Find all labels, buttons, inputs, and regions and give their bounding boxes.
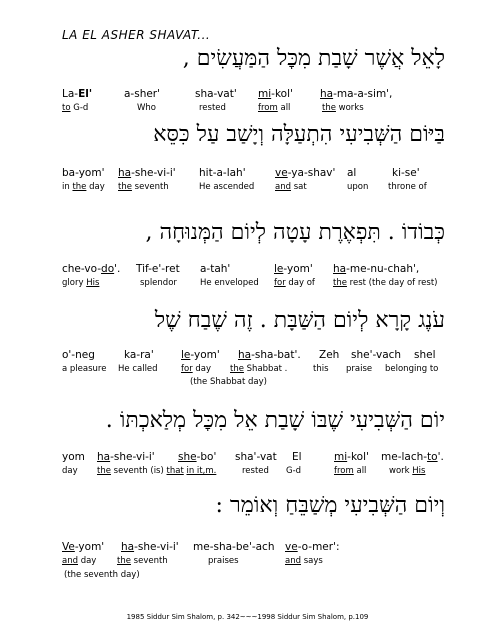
translit-2-4: al xyxy=(347,167,357,179)
note-4: (the Shabbat day) xyxy=(190,377,267,387)
hebrew-line-1: לָאֵל אֲשֶׁר שָׁבַת מִכׇּל הַמַּעֲשִׂים , xyxy=(182,46,445,71)
translit-4-6: shel xyxy=(414,349,436,361)
gloss-5-1: the seventh (is) that in it,m. xyxy=(97,466,217,476)
gloss-5-5: G-d xyxy=(286,466,302,476)
translit-3-3: le-yom' xyxy=(274,263,313,275)
gloss-6-0: and day xyxy=(62,556,97,566)
gloss-4-3: the Shabbat . xyxy=(230,364,288,374)
gloss-1-2: rested xyxy=(199,103,226,113)
gloss-1-3: from all xyxy=(258,103,291,113)
gloss-2-2: He ascended xyxy=(199,182,255,192)
gloss-2-4: upon xyxy=(347,182,369,192)
translit-2-1: ha-she-vi-i' xyxy=(118,167,176,179)
hebrew-line-2: בַּיּוֹם הַשְּׁבִיעִי הִתְעַלָּה וְיָשַׁב עַל כִּסֵּא xyxy=(153,122,445,147)
gloss-3-4: the rest (the day of rest) xyxy=(333,278,438,288)
gloss-1-1: Who xyxy=(137,103,156,113)
note-6: (the seventh day) xyxy=(64,570,140,580)
gloss-3-2: He enveloped xyxy=(200,278,259,288)
gloss-3-1: splendor xyxy=(140,278,177,288)
gloss-6-1: the seventh xyxy=(117,556,168,566)
gloss-1-0: to G-d xyxy=(62,103,89,113)
translit-4-0: o'-neg xyxy=(62,349,95,361)
translit-1-3: mi-kol' xyxy=(258,88,293,100)
translit-6-0: Ve-yom' xyxy=(62,541,105,553)
translit-3-1: Tif-e'-ret xyxy=(136,263,180,275)
gloss-4-5: praise xyxy=(346,364,373,374)
translit-4-5: she'-vach xyxy=(351,349,402,361)
gloss-5-6: from all xyxy=(334,466,367,476)
hebrew-line-4: עֹנֶג קָרָא לְיוֹם הַשַּׁבָּת . זֶה שֶׁבַח שֶׁל xyxy=(154,308,445,333)
page-footer-citation: 1985 Siddur Sim Shalom, p. 342~~~1998 Siddur Sim Shalom, p.109 xyxy=(126,613,369,621)
translit-1-0: La-El' xyxy=(62,88,93,100)
translit-4-3: ha-sha-bat'. xyxy=(238,349,301,361)
gloss-5-7: work His xyxy=(389,466,426,476)
translit-5-5: mi-kol' xyxy=(334,451,369,463)
gloss-5-0: day xyxy=(62,466,78,476)
translit-3-0: che-vo-do'. xyxy=(62,263,121,275)
gloss-4-6: belonging to xyxy=(385,364,439,374)
translit-3-4: ha-me-nu-chah', xyxy=(333,263,420,275)
translit-1-1: a-sher' xyxy=(124,88,161,100)
gloss-3-0: glory His xyxy=(62,278,100,288)
translit-4-2: le-yom' xyxy=(181,349,220,361)
gloss-6-2: praises xyxy=(208,556,239,566)
translit-3-2: a-tah' xyxy=(200,263,231,275)
hebrew-line-5: יוֹם הַשְּׁבִיעִי שֶׁבּוֹ שָׁבַת אֵל מִכׇּל מְלַאכְתּוֹ . xyxy=(105,408,445,433)
gloss-5-4: rested xyxy=(242,466,269,476)
translit-2-5: ki-se' xyxy=(392,167,420,179)
translit-4-4: Zeh xyxy=(319,349,340,361)
translit-5-6: me-lach-to'. xyxy=(381,451,444,463)
translit-2-0: ba-yom' xyxy=(62,167,105,179)
hebrew-line-6: וְיוֹם הַשְּׁבִיעִי מְשַׁבֵּחַ וְאוֹמֵר : xyxy=(215,493,445,518)
translit-5-0: yom xyxy=(62,451,85,463)
translit-5-4: El xyxy=(292,451,302,463)
translit-6-3: ve-o-mer': xyxy=(285,541,340,553)
gloss-2-1: the seventh xyxy=(118,182,169,192)
translit-1-4: ha-ma-a-sim', xyxy=(320,88,393,100)
gloss-1-4: the works xyxy=(322,103,364,113)
gloss-2-0: in the day xyxy=(62,182,105,192)
page-title: LA EL ASHER SHAVAT... xyxy=(62,28,211,42)
gloss-3-3: for day of xyxy=(274,278,315,288)
gloss-4-0: a pleasure xyxy=(62,364,107,374)
translit-6-2: me-sha-be'-ach xyxy=(193,541,275,553)
hebrew-line-3: כְּבוֹדוֹ . תִּפְאֶרֶת עָטָה לְיוֹם הַמְּנוּחָה , xyxy=(145,220,445,245)
translit-2-3: ve-ya-shav' xyxy=(275,167,336,179)
translit-4-1: ka-ra' xyxy=(124,349,154,361)
translit-6-1: ha-she-vi-i' xyxy=(121,541,179,553)
gloss-2-5: throne of xyxy=(388,182,427,192)
gloss-6-3: and says xyxy=(285,556,323,566)
gloss-4-2: for day xyxy=(181,364,212,374)
gloss-4-1: He called xyxy=(118,364,158,374)
translit-2-2: hit-a-lah' xyxy=(199,167,246,179)
translit-1-2: sha-vat' xyxy=(195,88,237,100)
translit-5-3: sha'-vat xyxy=(235,451,277,463)
translit-5-1: ha-she-vi-i' xyxy=(97,451,155,463)
translit-5-2: she-bo' xyxy=(178,451,217,463)
gloss-4-4: this xyxy=(313,364,329,374)
gloss-2-3: and sat xyxy=(275,182,307,192)
